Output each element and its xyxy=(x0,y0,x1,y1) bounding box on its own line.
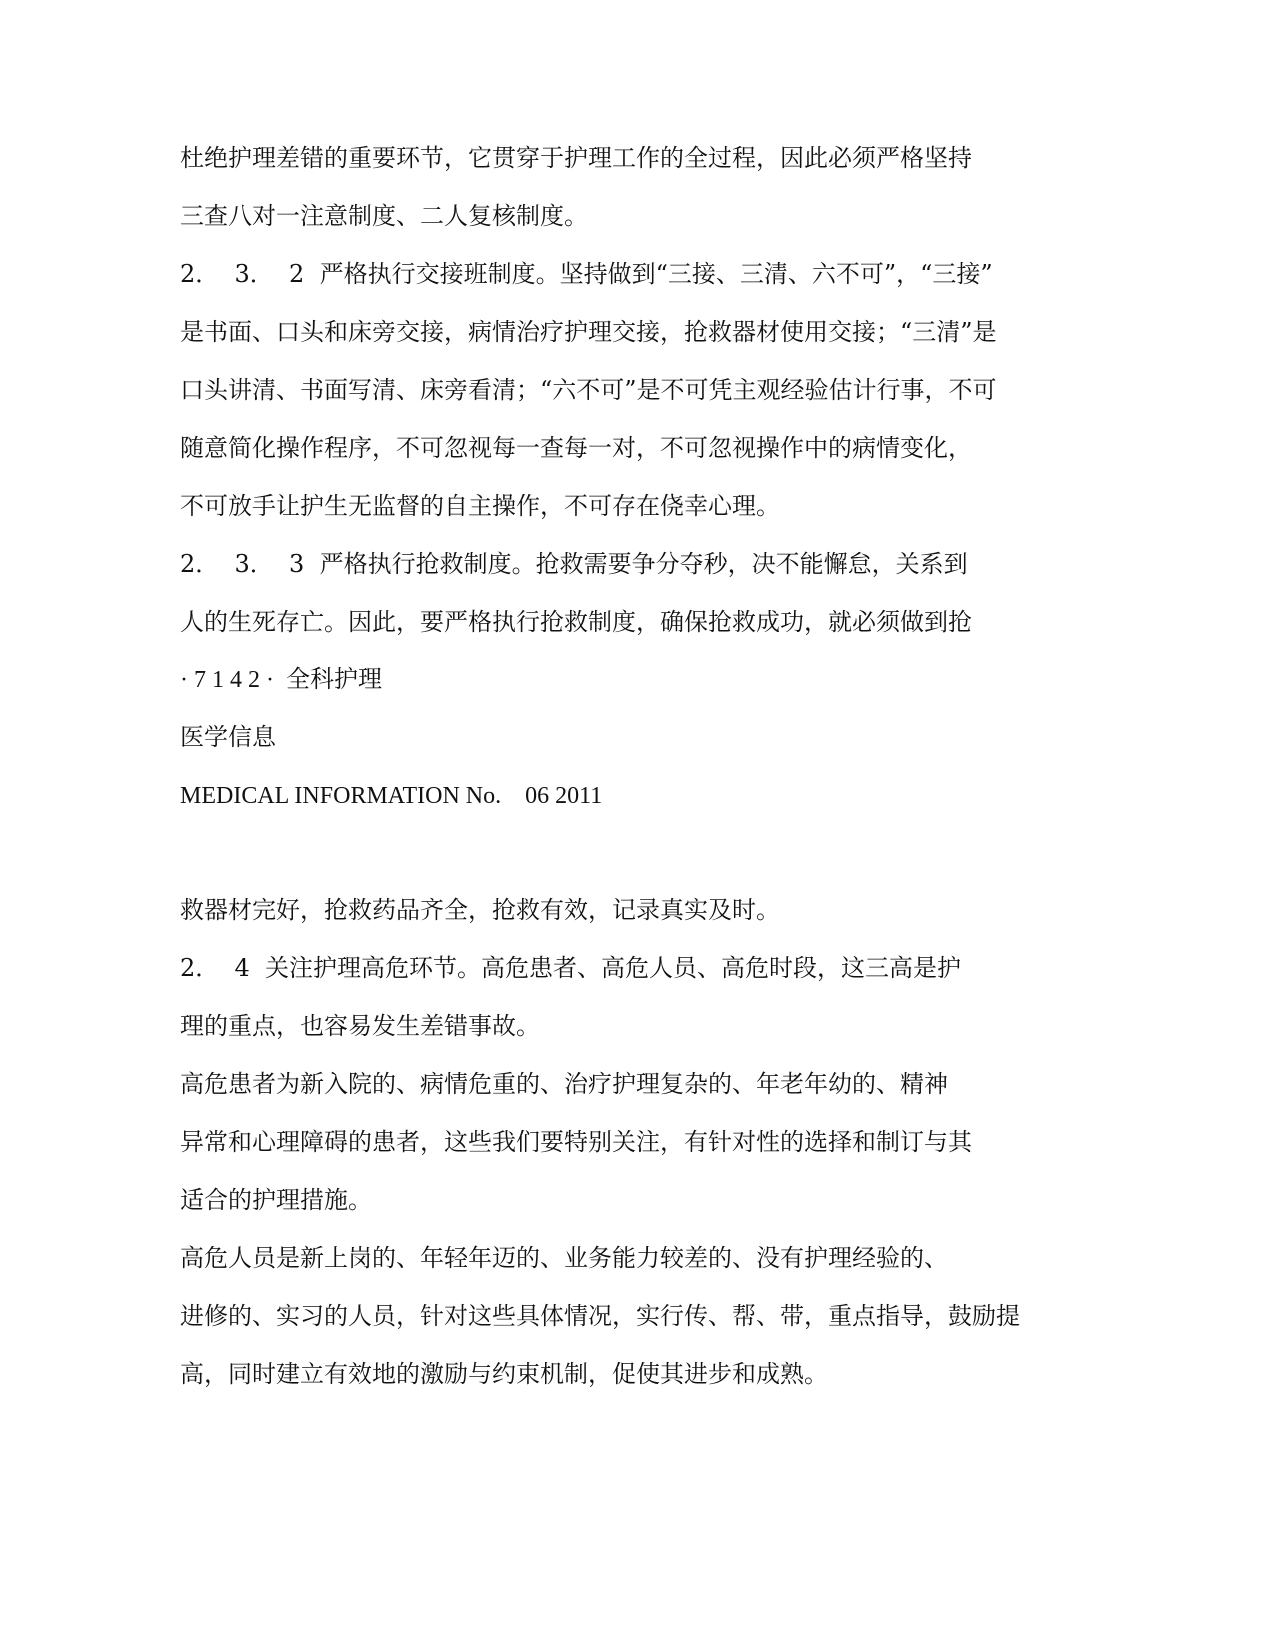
paragraph-line: 进修的、实习的人员，针对这些具体情况，实行传、帮、带，重点指导，鼓励提 xyxy=(180,1302,1020,1330)
paragraph-line: 不可放手让护生无监督的自主操作，不可存在侥幸心理。 xyxy=(180,492,780,520)
paragraph-line: 异常和心理障碍的患者，这些我们要特别关注，有针对性的选择和制订与其 xyxy=(180,1128,972,1156)
section-heading-line: 2． 4 关注护理高危环节。高危患者、高危人员、高危时段，这三高是护 xyxy=(180,954,962,982)
journal-title-cn: 医学信息 xyxy=(180,725,276,751)
paragraph-line: 杜绝护理差错的重要环节，它贯穿于护理工作的全过程，因此必须严格坚持 xyxy=(180,144,972,172)
page-marker: · 7 1 4 2 · 全科护理 xyxy=(180,667,382,693)
paragraph-line: 理的重点，也容易发生差错事故。 xyxy=(180,1012,540,1040)
paragraph-line: 适合的护理措施。 xyxy=(180,1186,372,1214)
paragraph-line: 口头讲清、书面写清、床旁看清；“六不可”是不可凭主观经验估计行事，不可 xyxy=(180,376,997,404)
paragraph-line: 人的生死存亡。因此，要严格执行抢救制度，确保抢救成功，就必须做到抢 xyxy=(180,608,972,636)
paragraph-line: 高，同时建立有效地的激励与约束机制，促使其进步和成熟。 xyxy=(180,1360,828,1388)
journal-title-en: MEDICAL INFORMATION No. 06 2011 xyxy=(180,783,603,809)
paragraph-line: 三查八对一注意制度、二人复核制度。 xyxy=(180,202,588,230)
paragraph-line: 随意简化操作程序，不可忽视每一查每一对，不可忽视操作中的病情变化， xyxy=(180,434,972,462)
section-heading-line: 2． 3． 2 严格执行交接班制度。坚持做到“三接、三清、六不可”，“三接” xyxy=(180,260,993,288)
paragraph-line: 高危人员是新上岗的、年轻年迈的、业务能力较差的、没有护理经验的、 xyxy=(180,1244,948,1272)
section-heading-line: 2． 3． 3 严格执行抢救制度。抢救需要争分夺秒，决不能懈怠，关系到 xyxy=(180,550,968,578)
paragraph-line: 高危患者为新入院的、病情危重的、治疗护理复杂的、年老年幼的、精神 xyxy=(180,1070,948,1098)
paragraph-line: 救器材完好，抢救药品齐全，抢救有效，记录真实及时。 xyxy=(180,896,780,924)
paragraph-line: 是书面、口头和床旁交接，病情治疗护理交接，抢救器材使用交接；“三清”是 xyxy=(180,318,997,346)
